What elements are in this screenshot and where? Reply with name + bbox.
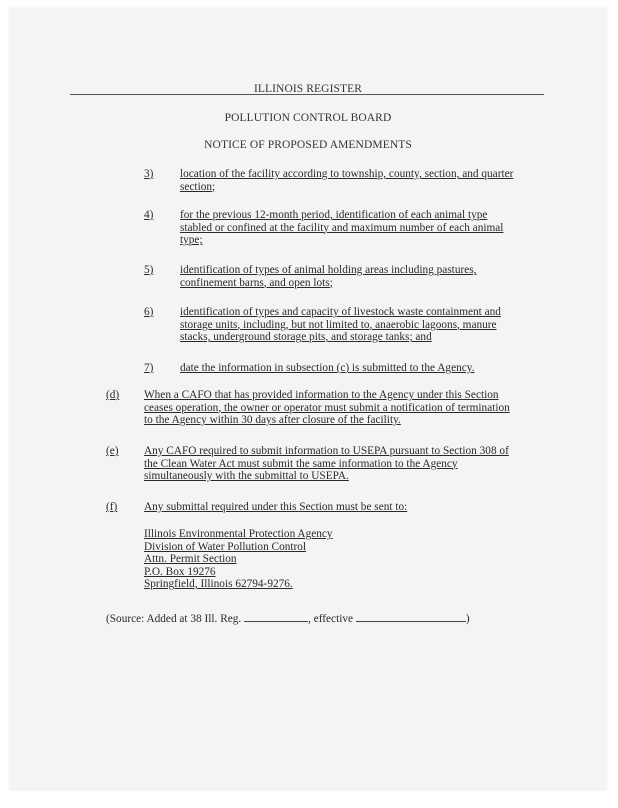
register-blank [244,611,308,622]
source-middle: , effective [308,613,354,625]
address-line: Division of Water Pollution Control [144,540,307,553]
effective-date-blank [356,611,466,622]
item-line: storage units, including, but not limited to, anaerobic lagoons, manure [180,318,497,331]
subsection-line: Any CAFO required to submit information to USEPA pursuant to Section 308 of [144,445,509,457]
item-line: section; [180,180,216,193]
list-item [180,264,476,289]
subsection-text [144,445,509,483]
address-line: Illinois Environmental Protection Agency [144,528,333,540]
item-line: identification of types and capacity of livestock waste containment and [180,306,501,318]
list-item [180,209,503,247]
item-number: 5) [144,264,154,276]
source-prefix: (Source: Added at 38 Ill. Reg. [106,613,242,625]
subsection-text [144,389,510,427]
item-number: 4) [144,209,154,221]
item-line: stabled or confined at the facility and maximum number of each animal [180,221,504,234]
address-block [144,528,333,591]
address-line: Springfield, Illinois 62794-9276. [144,578,293,590]
subsection-line: ceases operation, the owner or operator must submit a notification of termination [144,401,510,414]
board-title: POLLUTION CONTROL BOARD [224,112,392,124]
subsection-line: the Clean Water Act must submit the same information to the Agency [144,457,458,470]
header-rule [70,94,544,95]
item-line: identification of types of animal holding areas including pastures, [180,264,477,276]
subsection-label: (d) [106,389,120,401]
document-page [9,8,607,790]
subsection-line: simultaneously with the submittal to USEPA. [144,470,349,482]
list-item [180,362,475,375]
item-line: date the information in subsection (c) is submitted to the Agency. [180,362,475,374]
subsection-line: When a CAFO that has provided information to the Agency under this Section [144,389,499,401]
list-item [180,306,501,344]
notice-title: NOTICE OF PROPOSED AMENDMENTS [204,139,412,151]
subsection-label: (f) [106,501,118,513]
item-number: 3) [144,168,154,180]
subsection-label: (e) [106,445,119,457]
address-line: P.O. Box 19276 [144,565,216,578]
item-number: 7) [144,362,154,374]
register-title: ILLINOIS REGISTER [253,83,363,95]
item-number: 6) [144,306,154,318]
item-line: for the previous 12-month period, identification of each animal type [180,209,488,221]
subsection-line: Any submittal required under this Section must be sent to: [144,501,408,513]
item-line: stacks, underground storage pits, and storage tanks; and [180,331,432,343]
item-line: confinement barns, and open lots; [180,276,333,289]
item-line: type; [180,234,203,246]
item-line: location of the facility according to township, county, section, and quarter [180,168,514,180]
list-item [180,168,513,193]
subsection-text [144,501,407,514]
source-suffix: ) [465,613,470,625]
address-line: Attn. Permit Section [144,553,237,565]
subsection-line: to the Agency within 30 days after closure of the facility. [144,414,401,426]
source-note [106,611,470,626]
